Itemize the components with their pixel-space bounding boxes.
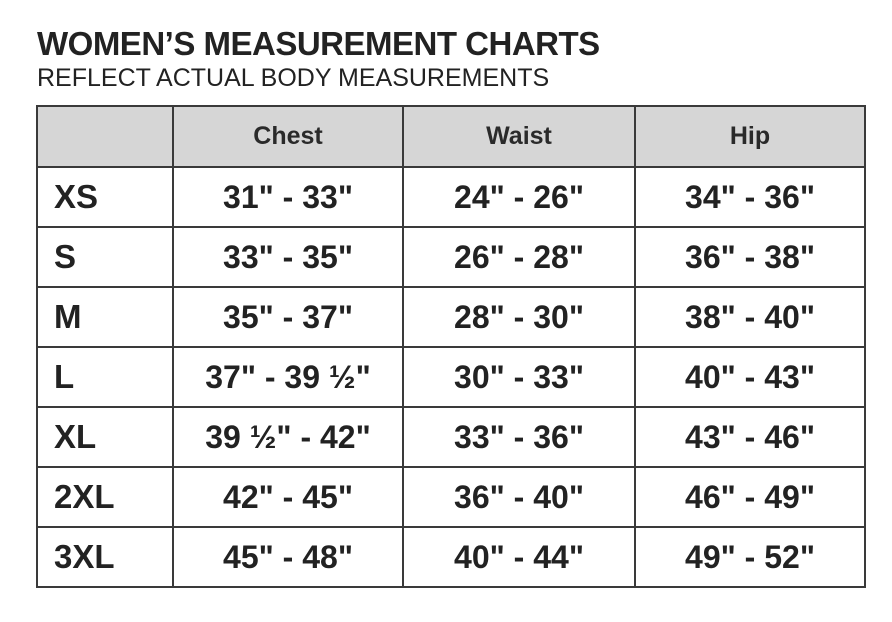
hip-value: 46" - 49" bbox=[635, 467, 865, 527]
size-label: XS bbox=[37, 167, 173, 227]
table-row bbox=[37, 527, 865, 587]
header-chest: Chest bbox=[173, 106, 403, 167]
table-row bbox=[37, 287, 865, 347]
hip-value: 43" - 46" bbox=[635, 407, 865, 467]
waist-value: 30" - 33" bbox=[403, 347, 635, 407]
waist-value: 33" - 36" bbox=[403, 407, 635, 467]
waist-value: 26" - 28" bbox=[403, 227, 635, 287]
page-title: WOMEN’S MEASUREMENT CHARTS bbox=[37, 25, 600, 62]
chest-value: 33" - 35" bbox=[173, 227, 403, 287]
table-header-row bbox=[37, 106, 865, 167]
table-row bbox=[37, 407, 865, 467]
table-row bbox=[37, 347, 865, 407]
table-row bbox=[37, 167, 865, 227]
chest-value: 45" - 48" bbox=[173, 527, 403, 587]
table-row bbox=[37, 227, 865, 287]
chest-value: 42" - 45" bbox=[173, 467, 403, 527]
size-label: M bbox=[37, 287, 173, 347]
chest-value: 35" - 37" bbox=[173, 287, 403, 347]
chest-value: 39 ½" - 42" bbox=[173, 407, 403, 467]
size-label: 2XL bbox=[37, 467, 173, 527]
chest-value: 37" - 39 ½" bbox=[173, 347, 403, 407]
table-row bbox=[37, 467, 865, 527]
header-waist: Waist bbox=[403, 106, 635, 167]
header-size-cell bbox=[37, 106, 173, 167]
measurement-table bbox=[36, 105, 866, 588]
size-label: S bbox=[37, 227, 173, 287]
hip-value: 40" - 43" bbox=[635, 347, 865, 407]
hip-value: 49" - 52" bbox=[635, 527, 865, 587]
hip-value: 38" - 40" bbox=[635, 287, 865, 347]
hip-value: 36" - 38" bbox=[635, 227, 865, 287]
waist-value: 36" - 40" bbox=[403, 467, 635, 527]
size-label: L bbox=[37, 347, 173, 407]
page-subtitle: REFLECT ACTUAL BODY MEASUREMENTS bbox=[37, 64, 550, 92]
size-label: 3XL bbox=[37, 527, 173, 587]
size-label: XL bbox=[37, 407, 173, 467]
waist-value: 24" - 26" bbox=[403, 167, 635, 227]
header-hip: Hip bbox=[635, 106, 865, 167]
waist-value: 28" - 30" bbox=[403, 287, 635, 347]
waist-value: 40" - 44" bbox=[403, 527, 635, 587]
hip-value: 34" - 36" bbox=[635, 167, 865, 227]
chest-value: 31" - 33" bbox=[173, 167, 403, 227]
